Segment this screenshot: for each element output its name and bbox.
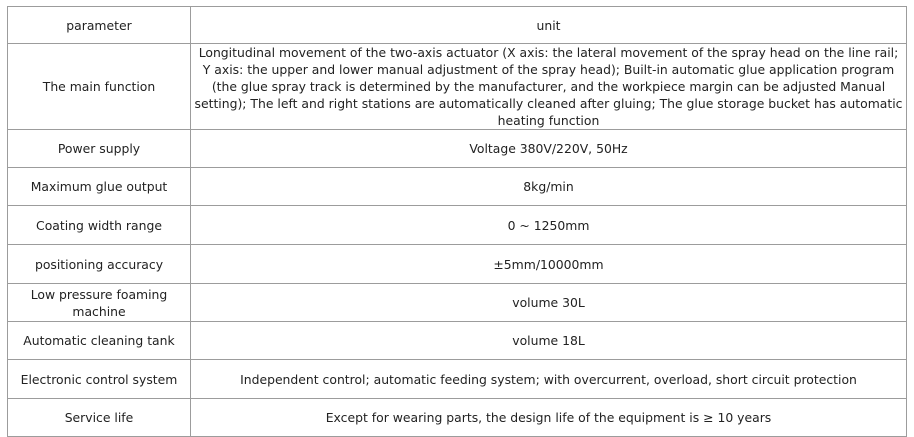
row-value: 8kg/min — [191, 168, 907, 206]
header-parameter: parameter — [8, 7, 191, 44]
specification-table — [7, 6, 907, 437]
row-value: volume 18L — [191, 322, 907, 360]
row-value: Independent control; automatic feeding system; with overcurrent, overload, short circuit protection — [191, 360, 907, 399]
table-row — [8, 245, 907, 284]
table-row — [8, 206, 907, 245]
row-parameter: Maximum glue output — [8, 168, 191, 206]
table-row — [8, 399, 907, 437]
table-row — [8, 284, 907, 322]
row-parameter: positioning accuracy — [8, 245, 191, 284]
table-header-row — [8, 7, 907, 44]
table-row — [8, 44, 907, 130]
table-row — [8, 168, 907, 206]
row-parameter: The main function — [8, 44, 191, 130]
row-parameter: Power supply — [8, 130, 191, 168]
row-value: Except for wearing parts, the design life of the equipment is ≥ 10 years — [191, 399, 907, 437]
table-row — [8, 360, 907, 399]
row-value: Longitudinal movement of the two-axis actuator (X axis: the lateral movement of the spray head on the line rail; Y axis: the upper and lower manual adjustment of the spray head); Built-in automatic glue application program (the glue spray track is determined by the manufacturer, and the workpiece margin can be adjusted Manual setting); The left and right stations are automatically cleaned after gluing; The glue storage bucket has automatic heating function — [191, 44, 907, 130]
row-value: Voltage 380V/220V, 50Hz — [191, 130, 907, 168]
table-row — [8, 130, 907, 168]
row-parameter: Automatic cleaning tank — [8, 322, 191, 360]
table-row — [8, 322, 907, 360]
row-value: ±5mm/10000mm — [191, 245, 907, 284]
row-parameter: Service life — [8, 399, 191, 437]
header-unit: unit — [191, 7, 907, 44]
row-parameter: Coating width range — [8, 206, 191, 245]
row-value: 0 ~ 1250mm — [191, 206, 907, 245]
row-value: volume 30L — [191, 284, 907, 322]
row-parameter: Electronic control system — [8, 360, 191, 399]
row-parameter: Low pressure foaming machine — [8, 284, 191, 322]
